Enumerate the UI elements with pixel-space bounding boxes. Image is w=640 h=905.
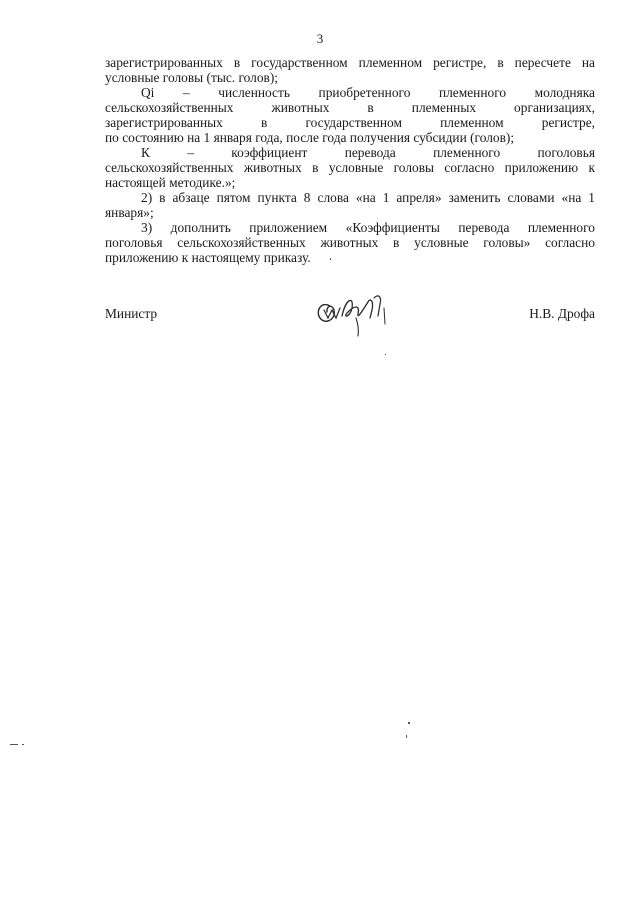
text-line: К – коэффициент перевода племенного поголовья	[141, 145, 595, 160]
text-line: условные головы (тыс. голов);	[105, 70, 279, 85]
text-line: по состоянию на 1 января года, после года получения субсидии (голов);	[105, 130, 515, 145]
text-line: приложению к настоящему приказу.	[105, 250, 311, 265]
paragraph-item-2	[105, 190, 595, 220]
paragraph-item-3	[105, 220, 595, 265]
signature-block	[105, 296, 595, 346]
text-line: зарегистрированных в государственном племенном регистре, в пересчете на	[105, 55, 595, 70]
paragraph-k-definition	[105, 145, 595, 190]
document-body	[105, 55, 595, 265]
page-number: 3	[316, 31, 324, 46]
text-line: 3) дополнить приложением «Коэффициенты перевода племенного	[141, 220, 595, 235]
paragraph-continuation	[105, 55, 595, 85]
text-line: сельскохозяйственных животных в племенных организациях,	[105, 100, 595, 115]
scan-speck	[408, 722, 410, 724]
text-line: настоящей методике.»;	[105, 175, 236, 190]
scan-speck	[22, 744, 24, 745]
text-line: Qi – численность приобретенного племенного молодняка	[141, 85, 595, 100]
text-line: 2) в абзаце пятом пункта 8 слова «на 1 апреля» заменить словами «на 1	[141, 190, 595, 205]
scan-speck	[406, 735, 407, 738]
text-line: сельскохозяйственных животных в условные головы согласно приложению к	[105, 160, 595, 175]
paragraph-qi-definition	[105, 85, 595, 145]
text-line: января»;	[105, 205, 154, 220]
handwritten-signature	[312, 288, 392, 340]
text-line: зарегистрированных в государственном племенном регистре,	[105, 115, 595, 130]
scan-speck	[385, 354, 386, 355]
signatory-name: Н.В. Дрофа	[529, 306, 595, 321]
scan-speck	[330, 258, 331, 260]
scan-speck	[10, 744, 18, 745]
text-line: поголовья сельскохозяйственных животных в условные головы» согласно	[105, 235, 595, 250]
signatory-title: Министр	[105, 306, 158, 321]
